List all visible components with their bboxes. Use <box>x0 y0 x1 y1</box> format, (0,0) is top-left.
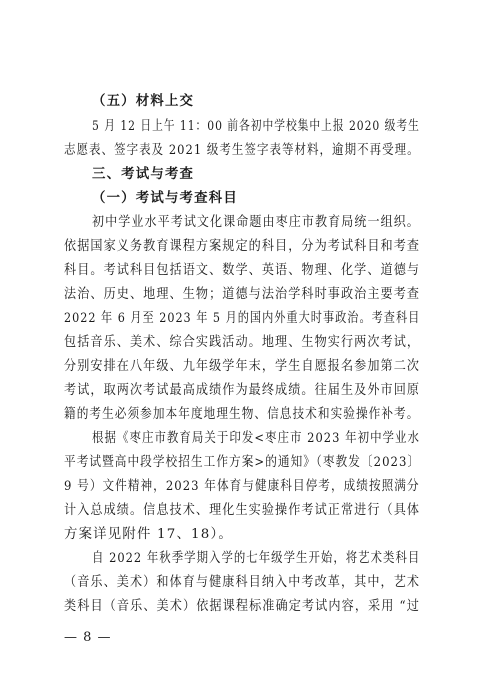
paragraph-line: 籍的考生必须参加本年度地理生物、信息技术和实验操作补考。 <box>64 407 420 422</box>
paragraph-line: 考试，取两次考试最高成绩作为最终成绩。往届生及外市回原 <box>64 383 421 398</box>
paragraph-line: 计入总成绩。信息技术、理化生实验操作考试正常进行（具体 <box>64 503 421 518</box>
paragraph-line: （音乐、美术）和体育与健康科目纳入中考改革，其中，艺术 <box>64 575 421 590</box>
paragraph-line: 科目。考试科目包括语文、数学、英语、物理、化学、道德与 <box>64 263 421 278</box>
paragraph-line: 自 2022 年秋季学期入学的七年级学生开始，将艺术类科目 <box>92 551 421 566</box>
paragraph-line: 2022 年 6 月至 2023 年 5 月的国内外重大时事政治。考查科目 <box>64 311 421 326</box>
paragraph-line: 法治、历史、地理、生物；道德与法治学科时事政治主要考查 <box>64 287 421 302</box>
subsection-heading-subjects: （一）考试与考查科目 <box>92 191 238 206</box>
paragraph-line: 5 月 12 日上午 11：00 前各初中学校集中上报 2020 级考生 <box>92 119 420 134</box>
paragraph-line: 平考试暨高中段学校招生工作方案>的通知》（枣教发〔2023〕 <box>64 455 421 470</box>
section-heading-exams: 三、考试与考查 <box>92 167 195 182</box>
page-number: — 8 — <box>64 630 112 645</box>
paragraph-line: 方案详见附件 17、18）。 <box>64 527 233 542</box>
paragraph-line: 包括音乐、美术、综合实践活动。地理、生物实行两次考试， <box>64 335 421 350</box>
paragraph-line: 类科目（音乐、美术）依据课程标准确定考试内容，采用 “过 <box>64 599 420 614</box>
paragraph-line: 初中学业水平考试文化课命题由枣庄市教育局统一组织。 <box>92 215 420 230</box>
paragraph-line: 9 号）文件精神，2023 年体育与健康科目停考，成绩按照满分 <box>64 479 420 494</box>
paragraph-line: 分别安排在八年级、九年级学年末，学生自愿报名参加第二次 <box>64 359 421 374</box>
paragraph-line: 依据国家义务教育课程方案规定的科目，分为考试科目和考查 <box>64 239 421 254</box>
paragraph-line: 志愿表、签字表及 2021 级考生签字表等材料，逾期不再受理。 <box>64 143 420 158</box>
section-heading-materials: （五）材料上交 <box>92 94 195 109</box>
paragraph-line: 根据《枣庄市教育局关于印发<枣庄市 2023 年初中学业水 <box>92 431 421 446</box>
